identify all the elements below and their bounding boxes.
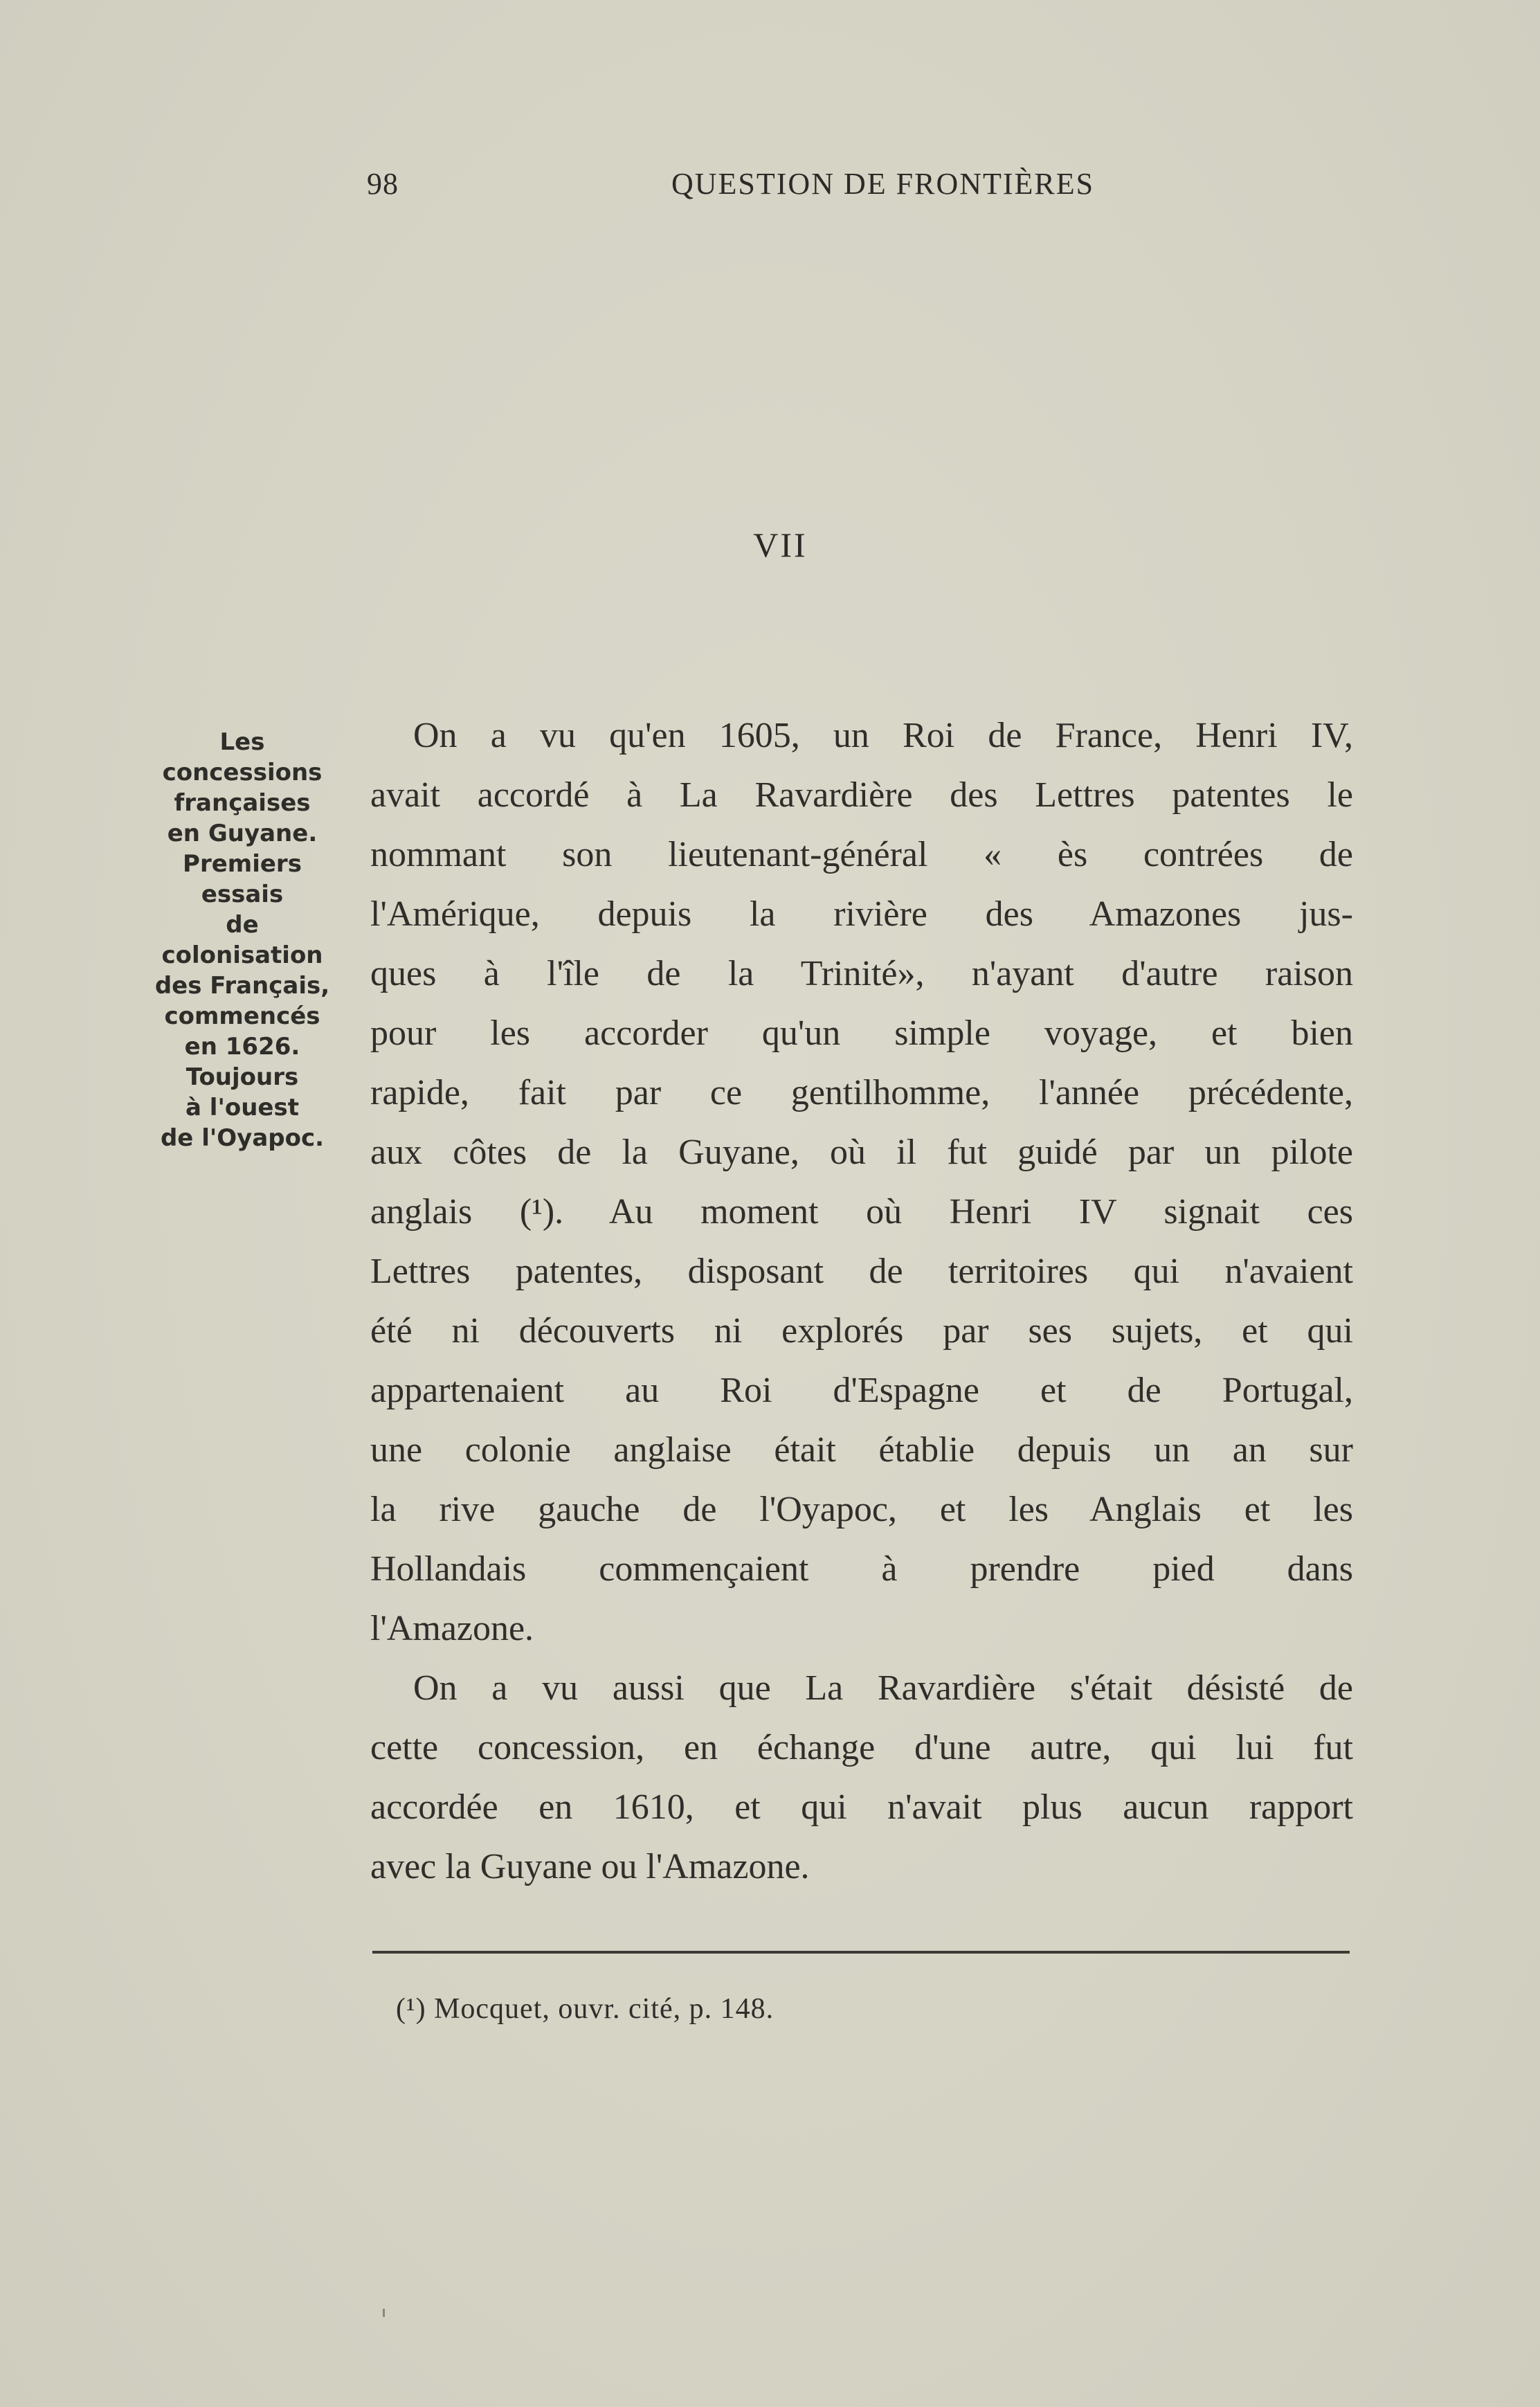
- body-line: On a vu aussi que La Ravardière s'était désisté de: [413, 1668, 1353, 1708]
- body-line: aux côtes de la Guyane, où il fut guidé par un pilote: [370, 1133, 1353, 1172]
- body-line: été ni découverts ni explorés par ses sujets, et qui: [370, 1311, 1353, 1351]
- section-heading: VII: [753, 525, 808, 564]
- body-line: l'Amazone.: [370, 1609, 534, 1648]
- running-head: [0, 166, 1540, 208]
- margin-note-line: à l'ouest: [185, 1094, 299, 1121]
- body-line: une colonie anglaise était établie depuis un an sur: [370, 1430, 1353, 1470]
- body-line: On a vu qu'en 1605, un Roi de France, Henri IV,: [413, 716, 1353, 755]
- margin-note-line: concessions: [162, 759, 323, 786]
- body-line: pour les accorder qu'un simple voyage, et bien: [370, 1013, 1353, 1053]
- footnote: (¹) Mocquet, ouvr. cité, p. 148.: [396, 1993, 774, 2025]
- body-line: cette concession, en échange d'une autre, qui lui fut: [370, 1728, 1353, 1767]
- body-line: Hollandais commençaient à prendre pied dans: [370, 1549, 1353, 1589]
- margin-note-line: Premiers: [183, 850, 302, 878]
- margin-note-line: essais: [201, 881, 284, 908]
- body-line: avait accordé à La Ravardière des Lettres patentes le: [370, 775, 1353, 815]
- body-line: avec la Guyane ou l'Amazone.: [370, 1847, 810, 1886]
- running-title: QUESTION DE FRONTIÈRES: [671, 167, 1095, 201]
- margin-note-line: commencés: [164, 1002, 320, 1030]
- body-line: Lettres patentes, disposant de territoires qui n'avaient: [370, 1252, 1353, 1291]
- margin-note-line: en Guyane.: [167, 820, 318, 847]
- body-line: accordée en 1610, et qui n'avait plus aucun rapport: [370, 1787, 1353, 1827]
- paper-speck: [383, 2309, 385, 2317]
- footnote-divider: [372, 1951, 1350, 1954]
- body-line: appartenaient au Roi d'Espagne et de Portugal,: [370, 1371, 1353, 1410]
- margin-note-line: des Français,: [154, 972, 330, 1000]
- margin-note: [138, 727, 346, 1153]
- body-line: ques à l'île de la Trinité», n'ayant d'autre raison: [370, 954, 1353, 993]
- margin-note-line: colonisation: [161, 941, 323, 969]
- body-line: anglais (¹). Au moment où Henri IV signait ces: [370, 1192, 1353, 1232]
- body-text: [370, 706, 1353, 1897]
- margin-note-line: de l'Oyapoc.: [160, 1124, 325, 1152]
- margin-note-line: de: [226, 911, 259, 939]
- body-line: l'Amérique, depuis la rivière des Amazones jus-: [370, 894, 1353, 934]
- page-number: 98: [367, 167, 399, 201]
- body-line: nommant son lieutenant-général « ès contrées de: [370, 835, 1353, 874]
- body-line: la rive gauche de l'Oyapoc, et les Anglais et les: [370, 1490, 1353, 1529]
- margin-note-line: françaises: [174, 789, 311, 817]
- body-line: rapide, fait par ce gentilhomme, l'année précédente,: [370, 1073, 1353, 1112]
- margin-note-line: Toujours: [185, 1063, 299, 1091]
- margin-note-line: en 1626.: [184, 1033, 300, 1061]
- margin-note-line: Les: [219, 728, 265, 756]
